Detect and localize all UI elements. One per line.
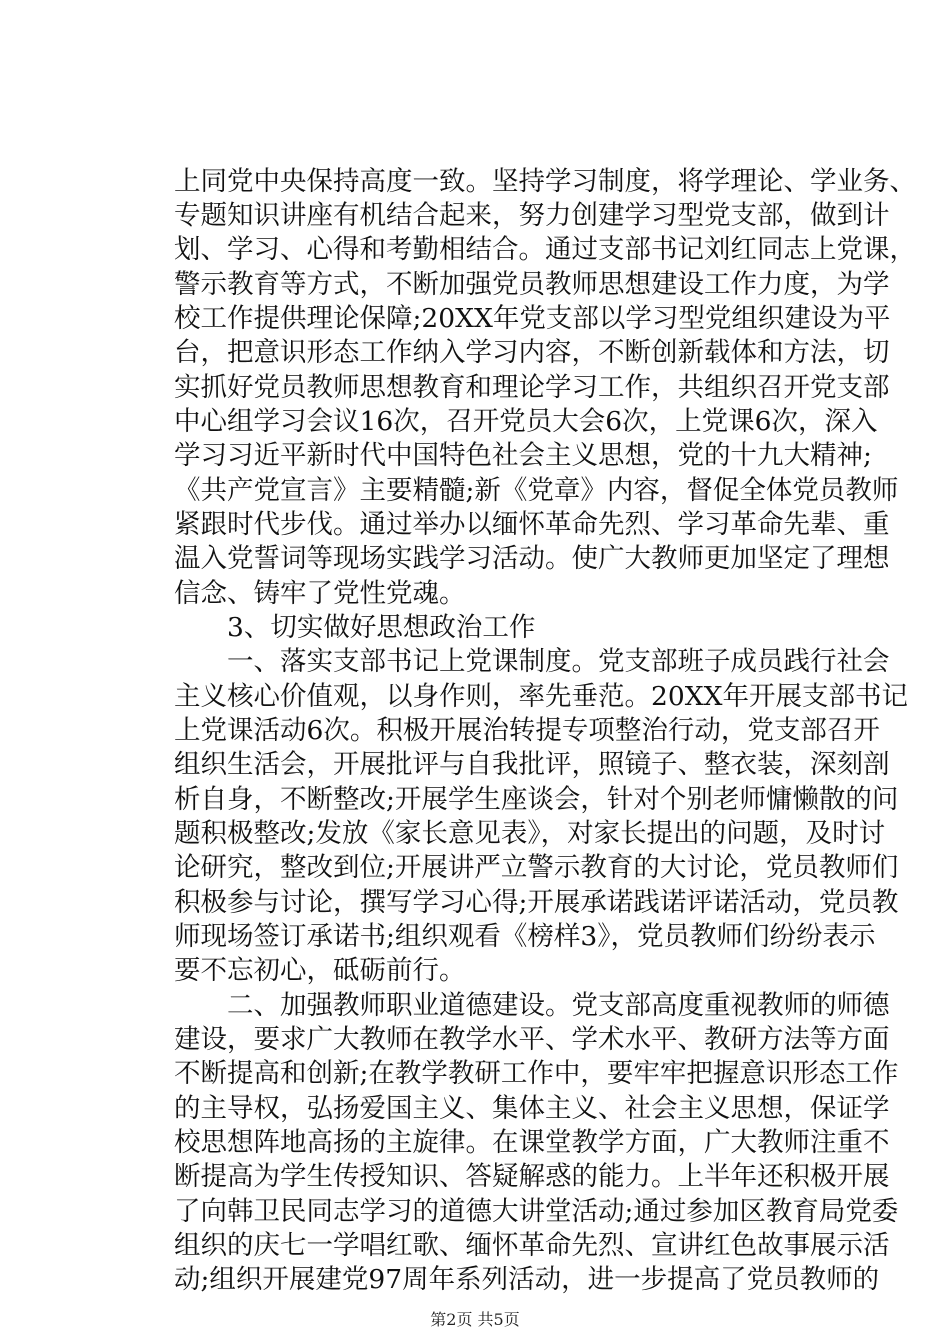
- text-line: 校工作提供理论保障;20XX年党支部以学习型党组织建设为平: [174, 303, 891, 334]
- text-line: 了向韩卫民同志学习的道德大讲堂活动;通过参加区教育局党委: [174, 1196, 899, 1227]
- text-line: 断提高为学生传授知识、答疑解惑的能力。上半年还积极开展: [174, 1161, 890, 1192]
- text-line: 的主导权，弘扬爱国主义、集体主义、社会主义思想，保证学: [174, 1093, 890, 1124]
- text-line: 师现场签订承诺书;组织观看《榜样3》，党员教师们纷纷表示: [174, 921, 876, 952]
- text-line: 上同党中央保持高度一致。坚持学习制度，将学理论、学业务、: [174, 166, 916, 197]
- text-line: 题积极整改;发放《家长意见表》，对家长提出的问题，及时讨: [174, 818, 886, 849]
- text-line: 不断提高和创新;在教学教研工作中，要牢牢把握意识形态工作: [174, 1058, 899, 1089]
- text-line: 校思想阵地高扬的主旋律。在课堂教学方面，广大教师注重不: [174, 1127, 890, 1158]
- text-line: 学习习近平新时代中国特色社会主义思想，党的十九大精神;: [174, 440, 872, 471]
- text-line: 实抓好党员教师思想教育和理论学习工作，共组织召开党支部: [174, 372, 890, 403]
- text-line: 论研究，整改到位;开展讲严立警示教育的大讨论，党员教师们: [174, 852, 899, 883]
- text-line: 台，把意识形态工作纳入学习内容，不断创新载体和方法，切: [174, 337, 890, 368]
- text-line: 积极参与讨论，撰写学习心得;开展承诺践诺评诺活动，党员教: [174, 887, 899, 918]
- text-line: 中心组学习会议16次，召开党员大会6次，上党课6次，深入: [174, 406, 878, 437]
- text-line: 组织生活会，开展批评与自我批评，照镜子、整衣装，深刻剖: [174, 749, 890, 780]
- page-number-footer: 第2页 共5页: [430, 1310, 520, 1329]
- text-line: 析自身，不断整改;开展学生座谈会，针对个别老师慵懒散的问: [174, 784, 899, 815]
- text-line: 动;组织开展建党97周年系列活动，进一步提高了党员教师的: [174, 1264, 880, 1295]
- text-line: 划、学习、心得和考勤相结合。通过支部书记刘红同志上党课，: [174, 234, 916, 265]
- text-line: 建设，要求广大教师在教学水平、学术水平、教研方法等方面: [174, 1024, 890, 1055]
- text-line: 专题知识讲座有机结合起来，努力创建学习型党支部，做到计: [174, 200, 890, 231]
- text-line: 主义核心价值观，以身作则，率先垂范。20XX年开展支部书记: [174, 681, 908, 712]
- text-line: 一、落实支部书记上党课制度。党支部班子成员践行社会: [174, 646, 890, 677]
- text-line: 组织的庆七一学唱红歌、缅怀革命先烈、宣讲红色故事展示活: [174, 1230, 890, 1261]
- section-heading: 3、切实做好思想政治工作: [174, 612, 536, 643]
- text-line: 《共产党宣言》主要精髓;新《党章》内容，督促全体党员教师: [174, 475, 899, 506]
- text-line: 二、加强教师职业道德建设。党支部高度重视教师的师德: [174, 990, 890, 1021]
- text-line: 紧跟时代步伐。通过举办以缅怀革命先烈、学习革命先辈、重: [174, 509, 890, 540]
- text-line: 要不忘初心，砥砺前行。: [174, 955, 466, 986]
- text-line: 上党课活动6次。积极开展治转提专项整治行动，党支部召开: [174, 715, 880, 746]
- text-line: 警示教育等方式，不断加强党员教师思想建设工作力度，为学: [174, 269, 890, 300]
- text-line: 信念、铸牢了党性党魂。: [174, 578, 466, 609]
- text-line: 温入党誓词等现场实践学习活动。使广大教师更加坚定了理想: [174, 543, 890, 574]
